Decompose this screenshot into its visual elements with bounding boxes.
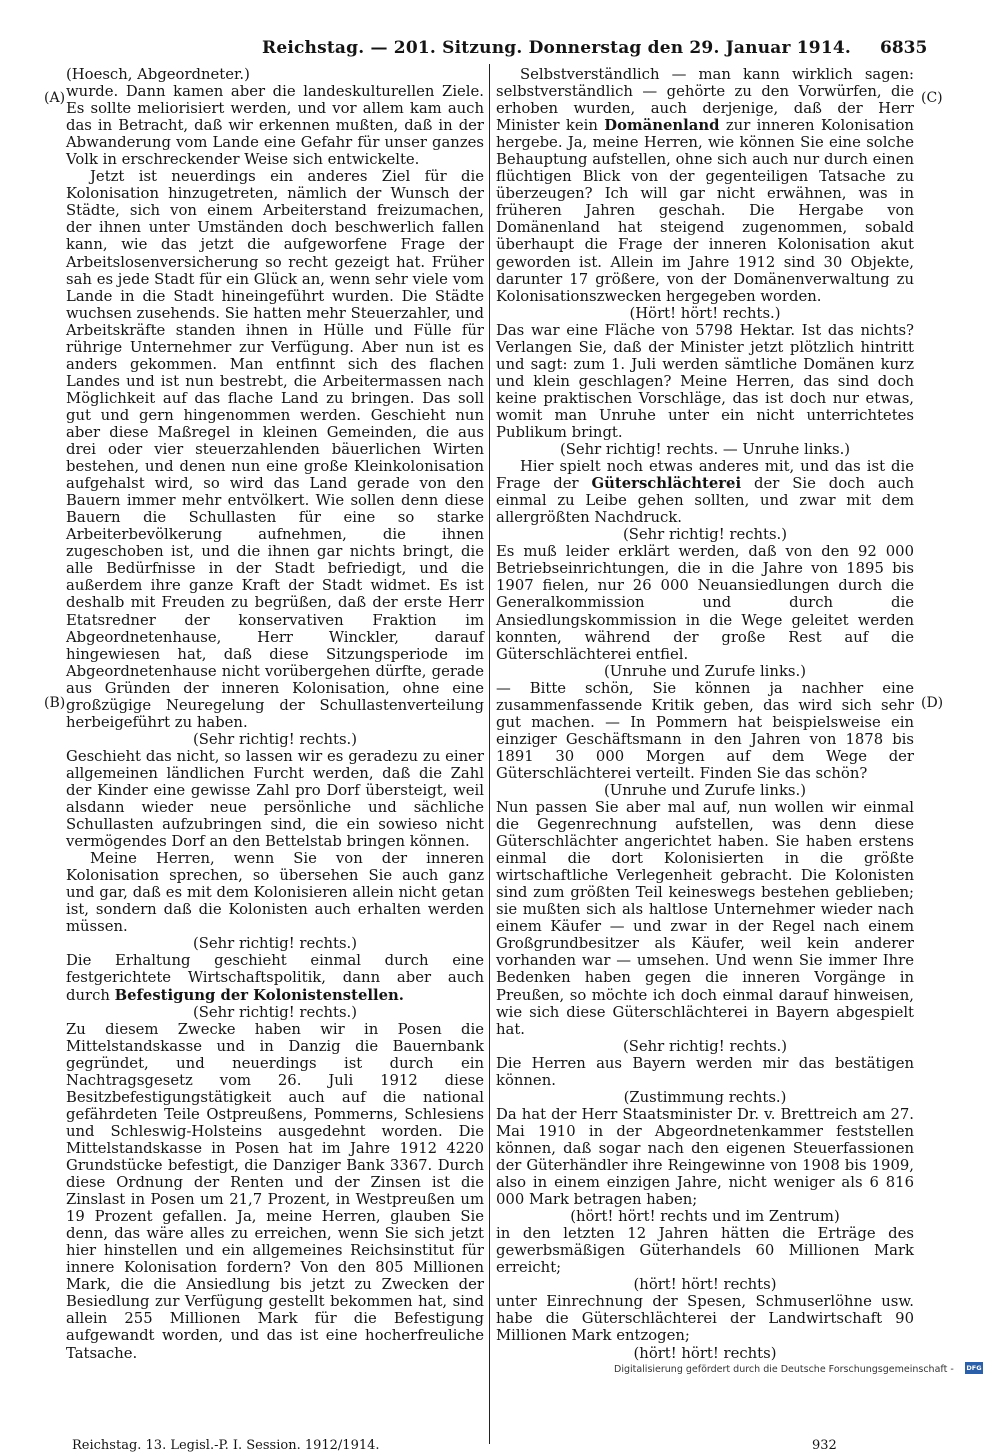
paragraph: unter Einrechnung der Spesen, Schmuserlöhne usw. habe die Güterschlächterei der Landwirtschaft 90 Millionen Mark entzogen; (496, 1293, 914, 1345)
paragraph (496, 458, 914, 526)
interjection: (Sehr richtig! rechts.) (192, 730, 358, 748)
page-number: 6835 (880, 38, 928, 58)
paragraph: in den letzten 12 Jahren hätten die Erträge des gewerbsmäßigen Güterhandels 60 Millionen Mark erreicht; (496, 1225, 914, 1277)
interjection: (Sehr richtig! rechts. — Unruhe links.) (559, 441, 851, 459)
paragraph: Geschieht das nicht, so lassen wir es geradezu zu einer allgemeinen ländlichen Furcht werden, daß die Zahl der Kinder eine gewisse Zahl pro Dorf übersteigt, weil alsdann wieder neue persönliche und sächliche Schullasten aufzubringen sind, die ein sowieso nicht vermögendes Dorf an den Bettelstab bringen können. (66, 747, 484, 851)
paragraph-text: Hier spielt noch etwas anderes mit, und das ist die Frage der (496, 458, 914, 493)
interjection: (Sehr richtig! rechts.) (622, 526, 788, 544)
paragraph: — Bitte schön, Sie können ja nachher eine zusammenfassende Kritik geben, das wird sich sehr gut machen. — In Pommern hat beispielsweise ein einziger Geschäftsmann in den Jahren von 1878 bis 1891 30 000 Morgen auf dem Wege der Güterschlächterei verteilt. Finden Sie das schön? (496, 679, 914, 782)
interjection: (Sehr richtig! rechts.) (192, 935, 358, 953)
margin-marker-d: (D) (921, 695, 944, 711)
margin-marker-c: (C) (921, 90, 943, 106)
emphasis-heading: Befestigung der Kolonistenstellen. (114, 986, 404, 1004)
paragraph-text: zur inneren Kolonisation hergebe. Ja, meine Herren, wie können Sie eine solche Behauptung aufstellen, ohne sich auch nur durch einen flüchtigen Blick von der gegenteiligen Tatsache zu überzeugen? Ich will gar nicht erwähnen, was in früheren Jahren geschah. Die Hergabe von Domänenland hat steigend zugenommen, sobald überhaupt die Frage der inneren Kolonisation akut geworden ist. Allein im Jahre 1912 sind 30 Objekte, darunter 17 größere, von der Domänenverwaltung zu Kolonisationszwecken hergegeben worden. (496, 117, 914, 305)
footer-session-info: Reichstag. 13. Legisl.-P. I. Session. 1912/1914. (72, 1438, 380, 1453)
emphasis-term: Domänenland (604, 117, 720, 135)
interjection: (hört! hört! rechts) (633, 1276, 777, 1294)
paragraph: Jetzt ist neuerdings ein anderes Ziel für die Kolonisation hinzugetreten, nämlich der Wunsch der Städte, sich von einem Arbeiterstand freizumachen, der ihnen unter Umständen doch beschwerlich fallen kann, wie das jetzt die aufgeworfene Frage der Arbeitslosenversicherung so recht gezeigt hat. Früher sah es jede Stadt für ein Glück an, wenn sehr viele vom Lande in die Stadt hineingeführt wurden. Die Städte wuchsen zusehends. Sie hatten mehr Steuerzahler, und Arbeitskräfte standen ihnen in Hülle und Fülle für rührige Unternehmer zur Verfügung. Aber nun ist es anders gekommen. Man entfinnt sich des flachen Landes und ist nun bestrebt, die Arbeitermassen nach Möglichkeit auf das flache Land zu bringen. Das soll gut und gern hingenommen werden. Geschieht nun aber diese Maßregel in kleinen Gemeinden, die aus drei oder vier steuerzahlenden bäuerlichen Wirten bestehen, und denen nun eine große Kleinkolonisation aufgehalst wird, so wird das Land gerade von den Bauern immer mehr entvölkert. Wie sollen denn diese Bauern die Schullasten für eine so starke Arbeiterbevölkerung aufnehmen, die ihnen zugeschoben ist, und die ihnen gar nichts bringt, die alle Bedürfnisse in der Stadt befriedigt, und die außerdem ihre ganze Kraft der Stadt widmet. Es ist deshalb mit Freuden zu begrüßen, daß der erste Herr Etatsredner der konservativen Fraktion im Abgeordnetenhause, Herr Winckler, darauf hingewiesen hat, daß diese Sitzungsperiode im Abgeordnetenhause nicht vorübergehen dürfte, gerade aus Gründen der inneren Kolonisation, ohne eine großzügige Neuregelung der Schullastenverteilung herbeigeführt zu haben. (66, 168, 484, 731)
interjection: (Unruhe und Zurufe links.) (604, 781, 806, 799)
footer-sheet-number: 932 (812, 1438, 837, 1453)
column-divider (489, 64, 490, 1444)
interjection: (hört! hört! rechts) (633, 1344, 777, 1362)
paragraph-text: der Sie doch auch einmal zu Leibe gehen sollten, und zwar mit dem allergrößten Nachdruck. (496, 475, 914, 527)
paragraph: wurde. Dann kamen aber die landeskulturellen Ziele. Es sollte meliorisiert werden, und vor allem kam auch das in Betracht, daß wir erkennen mußten, daß in der Abwanderung vom Lande eine Gefahr für unser ganzes Volk in erschreckender Weise sich entwickelte. (66, 83, 484, 169)
paragraph: Meine Herren, wenn Sie von der inneren Kolonisation sprechen, so übersehen Sie auch ganz und gar, daß es mit dem Kolonisieren allein nicht getan ist, sondern daß die Kolonisten auch erhalten werden müssen. (66, 850, 484, 936)
dfg-logo-icon: DFG (966, 1364, 982, 1372)
paragraph: Es muß leider erklärt werden, daß von den 92 000 Betriebseinrichtungen, die in die Jahre von 1895 bis 1907 fielen, nur 26 000 Neuansiedlungen durch die Generalkommission und durch die Ansiedlungskommission in die Wege geleitet werden konnten, während der große Rest auf die Güterschlächterei entfiel. (496, 543, 914, 663)
paragraph: Zu diesem Zwecke haben wir in Posen die Mittelstandskasse und in Danzig die Bauernbank gegründet, und neuerdings ist durch ein Nachtragsgesetz vom 26. Juli 1912 diese Besitzbefestigungstätigkeit auch auf die national gefährdeten Teile Ostpreußens, Pommerns, Schlesiens und Schleswig-Holsteins ausgedehnt worden. Die Mittelstandskasse in Posen hat im Jahre 1912 4220 Grundstücke befestigt, die Danziger Bank 3367. Durch diese Ordnung der Renten und der Zinsen ist die Zinslast in Posen um 21,7 Prozent, in Westpreußen um 19 Prozent gefallen. Ja, meine Herren, glauben Sie denn, das wäre alles zu erreichen, wenn Sie sich jetzt hier hinstellen und ein allgemeines Reichsinstitut für innere Kolonisation fordern? Von den 805 Millionen Mark, die die Ansiedlung bis jetzt zu Zwecken der Besiedlung zur Verfügung gestellt bekommen hat, sind allein 255 Millionen Mark für die Befestigung aufgewandt worden, und das ist eine hocherfreuliche Tatsache. (66, 1020, 484, 1362)
margin-marker-a: (A) (44, 90, 66, 106)
page-header-title: Reichstag. — 201. Sitzung. Donnerstag den 29. Januar 1914. (262, 38, 851, 58)
interjection: (Sehr richtig! rechts.) (622, 1037, 788, 1055)
interjection: (Sehr richtig! rechts.) (192, 1003, 358, 1021)
interjection: (hört! hört! rechts und im Zentrum) (570, 1208, 840, 1226)
interjection: (Hört! hört! rechts.) (629, 304, 781, 322)
paragraph: Da hat der Herr Staatsminister Dr. v. Brettreich am 27. Mai 1910 in der Abgeordnetenkammer feststellen können, daß sogar nach den eigenen Steuerfassionen der Güterhändler ihre Reingewinne von 1908 bis 1909, also in einem einzigen Jahre, nicht weniger als 6 816 000 Mark betragen haben; (496, 1105, 914, 1209)
paragraph: Die Herren aus Bayern werden mir das bestätigen können. (496, 1054, 914, 1089)
digitization-credit: Digitalisierung gefördert durch die Deutsche Forschungsgemeinschaft - (614, 1364, 954, 1375)
paragraph-text: Die Erhaltung geschieht einmal durch eine festgerichtete Wirtschaftspolitik, dann aber auch durch (66, 952, 484, 1004)
margin-marker-b: (B) (44, 695, 66, 711)
paragraph-text: Selbstverständlich — man kann wirklich sagen: selbstverständlich — gehörte zu den Vorwürfen, die erhoben wurden, auch derjenige, daß der Herr Minister kein (496, 66, 914, 135)
left-column (66, 66, 484, 1362)
paragraph (66, 952, 484, 1003)
interjection: (Unruhe und Zurufe links.) (604, 662, 806, 680)
interjection: (Zustimmung rechts.) (623, 1088, 787, 1106)
paragraph (496, 66, 914, 305)
right-column (496, 66, 914, 1362)
paragraph: Nun passen Sie aber mal auf, nun wollen wir einmal die Gegenrechnung aufstellen, was denn diese Güterschlächter angerichtet haben. Sie haben erstens einmal die dort Kolonisierten in die größte wirtschaftliche Verlegenheit gebracht. Die Kolonisten sind zum größten Teil keineswegs bestehen geblieben; sie mußten sich als haltlose Unternehmer wieder nach einem Käufer — und zwar in der Regel nach einem Großgrundbesitzer als Käufer, weil kein anderer vorhanden war — umsehen. Und wenn Sie immer Ihre Bedenken haben gegen die inneren Vorgänge in Preußen, so möchte ich doch einmal darauf hinweisen, wie sich diese Güterschlächterei in Bayern abgespielt hat. (496, 799, 914, 1038)
paragraph: Das war eine Fläche von 5798 Hektar. Ist das nichts? Verlangen Sie, daß der Minister jetzt plötzlich hintritt und sagt: zum 1. Juli werden sämtliche Domänen kurz und klein geschlagen? Meine Herren, das sind doch keine praktischen Vorschläge, das ist doch nur etwas, womit man Unruhe unter ein nicht unterrichtetes Publikum bringt. (496, 321, 914, 441)
emphasis-term: Güterschlächterei (591, 475, 742, 493)
speaker-note: (Hoesch, Abgeordneter.) (66, 66, 250, 83)
